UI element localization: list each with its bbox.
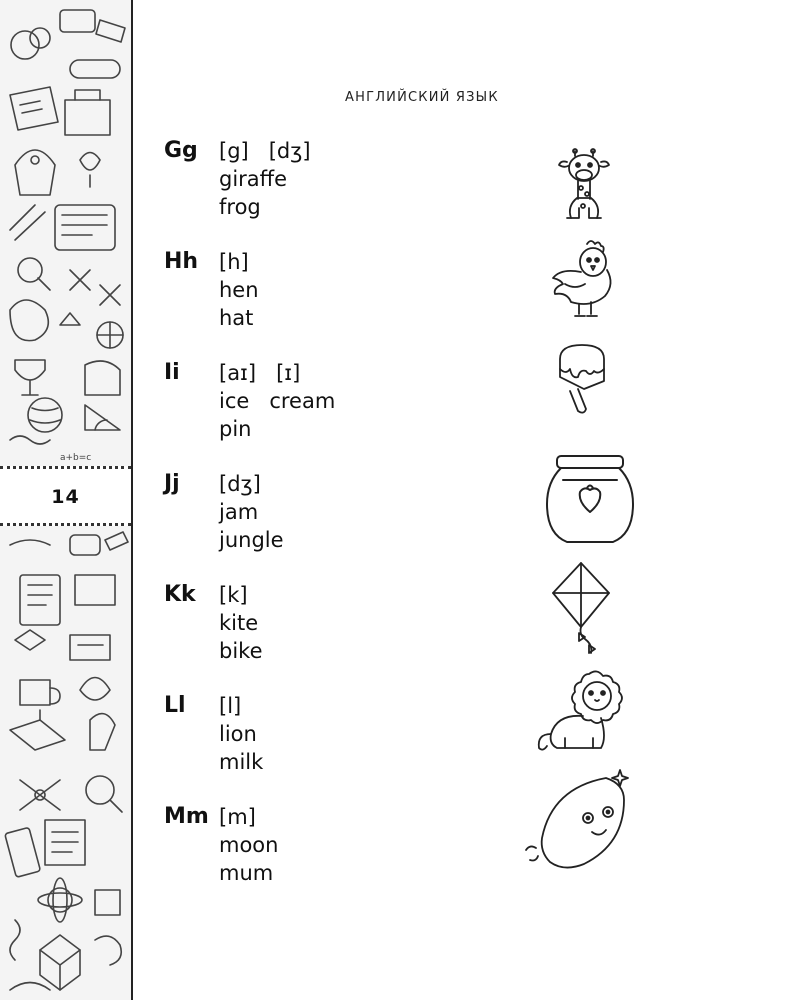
example-word: mum xyxy=(219,861,274,885)
transcription: [g] [dʒ] xyxy=(219,139,311,163)
page-number: 14 xyxy=(51,486,80,508)
example-word: jam xyxy=(219,500,259,524)
transcription: [l] xyxy=(219,694,242,718)
letter-heading: Kk xyxy=(164,582,196,607)
moon-icon xyxy=(520,762,648,874)
ice-cream-icon xyxy=(552,343,614,419)
letter-heading: Ll xyxy=(164,693,186,718)
lion-icon xyxy=(535,668,641,760)
letter-heading: Hh xyxy=(164,249,199,274)
kite-icon xyxy=(549,561,619,657)
jam-jar-icon xyxy=(543,452,637,546)
example-word: frog xyxy=(219,195,261,219)
letter-heading: Jj xyxy=(164,471,180,496)
example-word: giraffe xyxy=(219,167,288,191)
transcription: [dʒ] xyxy=(219,472,261,496)
example-word: lion xyxy=(219,722,257,746)
letter-heading: Mm xyxy=(164,804,209,829)
page-header: АНГЛИЙСКИЙ ЯЗЫК xyxy=(345,90,499,105)
example-word: moon xyxy=(219,833,279,857)
transcription: [h] xyxy=(219,250,249,274)
example-word: pin xyxy=(219,417,252,441)
transcription: [k] xyxy=(219,583,248,607)
example-word: jungle xyxy=(219,528,284,552)
transcription: [m] xyxy=(219,805,256,829)
transcription: [aɪ] [ɪ] xyxy=(219,361,301,385)
example-word: ice cream xyxy=(219,389,336,413)
letter-heading: Gg xyxy=(164,138,198,163)
example-word: kite xyxy=(219,611,259,635)
example-word: hen xyxy=(219,278,259,302)
svg-text:a+b=c: a+b=c xyxy=(60,453,92,463)
example-word: hat xyxy=(219,306,254,330)
example-word: bike xyxy=(219,639,263,663)
example-word: milk xyxy=(219,750,264,774)
hen-icon xyxy=(543,238,619,322)
giraffe-icon xyxy=(553,148,615,222)
letter-heading: Ii xyxy=(164,360,180,385)
